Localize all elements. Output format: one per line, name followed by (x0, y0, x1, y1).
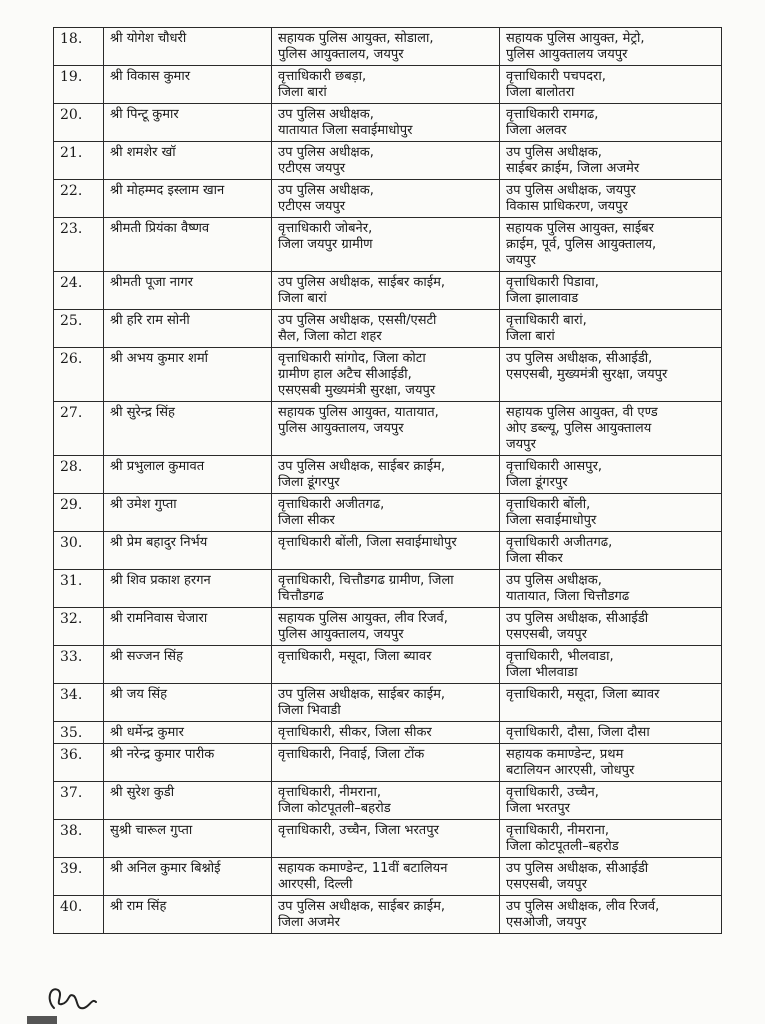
current-posting-line: वृत्ताधिकारी सांगोद, जिला कोटा (278, 351, 426, 366)
table-row (54, 532, 722, 570)
current-posting (272, 532, 500, 570)
serial-number: 24. (54, 272, 104, 310)
current-posting (272, 180, 500, 218)
new-posting (500, 782, 722, 820)
current-posting-line: वृत्ताधिकारी बोंली, जिला सवाईमाधोपुर (278, 535, 457, 550)
officer-name: श्री हरि राम सोनी (104, 310, 272, 348)
serial-number: 38. (54, 820, 104, 858)
new-posting-line: एसएसबी, जयपुर (506, 627, 587, 642)
current-posting-line: सहायक पुलिस आयुक्त, यातायात, (278, 405, 439, 420)
new-posting-line: उप पुलिस अधीक्षक, सीआईडी (506, 611, 649, 626)
serial-number: 18. (54, 28, 104, 66)
current-posting-line: पुलिस आयुक्तालय, जयपुर (278, 421, 404, 436)
new-posting (500, 494, 722, 532)
new-posting-line: यातायात, जिला चित्तौडगढ (506, 589, 630, 604)
new-posting-line: सहायक पुलिस आयुक्त, वी एण्ड (506, 405, 658, 420)
current-posting (272, 896, 500, 934)
new-posting (500, 684, 722, 722)
new-posting (500, 722, 722, 744)
new-posting (500, 218, 722, 272)
current-posting-line: उप पुलिस अधीक्षक, (278, 183, 374, 198)
current-posting-line: आरएसी, दिल्ली (278, 877, 353, 892)
new-posting-line: एसओजी, जयपुर (506, 915, 587, 930)
table-row (54, 402, 722, 456)
current-posting-line: जिला बारां (278, 85, 327, 100)
table-row (54, 218, 722, 272)
officer-name: श्री नरेन्द्र कुमार पारीक (104, 744, 272, 782)
new-posting-line: जिला भीलवाडा (506, 665, 578, 680)
new-posting-line: जिला बालोतरा (506, 85, 575, 100)
new-posting-line: बटालियन आरएसी, जोधपुर (506, 763, 635, 778)
table-row (54, 180, 722, 218)
new-posting (500, 66, 722, 104)
new-posting-line: वृत्ताधिकारी पचपदरा, (506, 69, 606, 84)
officer-name: श्री विकास कुमार (104, 66, 272, 104)
table-row (54, 744, 722, 782)
current-posting-line: जिला सीकर (278, 513, 335, 528)
current-posting-line: उप पुलिस अधीक्षक, (278, 107, 374, 122)
new-posting-line: वृत्ताधिकारी, दौसा, जिला दौसा (506, 725, 650, 740)
table-row (54, 272, 722, 310)
new-posting-line: क्राईम, पूर्व, पुलिस आयुक्तालय, (506, 237, 657, 252)
new-posting-line: उप पुलिस अधीक्षक, (506, 573, 602, 588)
current-posting (272, 142, 500, 180)
current-posting-line: एटीएस जयपुर (278, 161, 346, 176)
new-posting-line: वृत्ताधिकारी बारां, (506, 313, 587, 328)
current-posting-line: जिला डूंगरपुर (278, 475, 340, 490)
current-posting-line: वृत्ताधिकारी जोबनेर, (278, 221, 373, 236)
current-posting-line: उप पुलिस अधीक्षक, साईबर काईम, (278, 275, 446, 290)
officer-name: श्री प्रेम बहादुर निर्भय (104, 532, 272, 570)
current-posting-line: उप पुलिस अधीक्षक, (278, 145, 374, 160)
new-posting (500, 820, 722, 858)
current-posting (272, 348, 500, 402)
serial-number: 40. (54, 896, 104, 934)
new-posting-line: वृत्ताधिकारी आसपुर, (506, 459, 603, 474)
current-posting-line: उप पुलिस अधीक्षक, साईबर क्राईम, (278, 459, 446, 474)
new-posting-line: उप पुलिस अधीक्षक, (506, 145, 602, 160)
serial-number: 28. (54, 456, 104, 494)
officer-name: सुश्री चारूल गुप्ता (104, 820, 272, 858)
new-posting-line: जिला बारां (506, 329, 555, 344)
serial-number: 35. (54, 722, 104, 744)
new-posting-line: जिला भरतपुर (506, 801, 570, 816)
signature-mark (40, 978, 100, 1018)
serial-number: 39. (54, 858, 104, 896)
current-posting-line: वृत्ताधिकारी अजीतगढ, (278, 497, 385, 512)
serial-number: 23. (54, 218, 104, 272)
officer-name: श्री शमशेर खॉ (104, 142, 272, 180)
new-posting-line: जिला सीकर (506, 551, 563, 566)
officer-name: श्री रामनिवास चेजारा (104, 608, 272, 646)
current-posting (272, 310, 500, 348)
officer-name: श्री सज्जन सिंह (104, 646, 272, 684)
new-posting-line: जिला डूंगरपुर (506, 475, 568, 490)
table-row (54, 310, 722, 348)
table-row (54, 142, 722, 180)
new-posting-line: उप पुलिस अधीक्षक, सीआईडी (506, 861, 649, 876)
table-row (54, 456, 722, 494)
serial-number: 25. (54, 310, 104, 348)
officer-name: श्री जय सिंह (104, 684, 272, 722)
table-row (54, 782, 722, 820)
new-posting-line: उप पुलिस अधीक्षक, लीव रिजर्व, (506, 899, 660, 914)
current-posting (272, 272, 500, 310)
serial-number: 19. (54, 66, 104, 104)
new-posting-line: वृत्ताधिकारी रामगढ, (506, 107, 599, 122)
current-posting-line: वृत्ताधिकारी, उच्चैन, जिला भरतपुर (278, 823, 439, 838)
new-posting-line: उप पुलिस अधीक्षक, सीआईडी, (506, 351, 653, 366)
officer-name: श्री पिन्टू कुमार (104, 104, 272, 142)
table-row (54, 348, 722, 402)
current-posting-line: सैल, जिला कोटा शहर (278, 329, 382, 344)
new-posting-line: वृत्ताधिकारी, मसूदा, जिला ब्यावर (506, 687, 660, 702)
new-posting (500, 744, 722, 782)
new-posting-line: जिला अलवर (506, 123, 567, 138)
current-posting (272, 104, 500, 142)
new-posting-line: सहायक कमाण्डेन्ट, प्रथम (506, 747, 624, 762)
serial-number: 31. (54, 570, 104, 608)
officer-name: श्री शिव प्रकाश हरगन (104, 570, 272, 608)
table-row (54, 608, 722, 646)
new-posting-line: जयपुर (506, 437, 536, 452)
current-posting-line: पुलिस आयुक्तालय, जयपुर (278, 627, 404, 642)
current-posting (272, 570, 500, 608)
current-posting-line: वृत्ताधिकारी छबड़ा, (278, 69, 367, 84)
new-posting (500, 104, 722, 142)
officer-name: श्रीमती पूजा नागर (104, 272, 272, 310)
new-posting-line: वृत्ताधिकारी, भीलवाडा, (506, 649, 614, 664)
officer-name: श्री अनिल कुमार बिश्नोई (104, 858, 272, 896)
new-posting-line: जयपुर (506, 253, 536, 268)
current-posting-line: उप पुलिस अधीक्षक, एससी/एसटी (278, 313, 437, 328)
current-posting-line: यातायात जिला सवाईमाधोपुर (278, 123, 413, 138)
current-posting-line: जिला कोटपूतली–बहरोड (278, 801, 391, 816)
officer-name: श्रीमती प्रियंका वैष्णव (104, 218, 272, 272)
serial-number: 27. (54, 402, 104, 456)
transfer-table-body (54, 28, 722, 934)
current-posting (272, 66, 500, 104)
new-posting-line: वृत्ताधिकारी अजीतगढ, (506, 535, 613, 550)
new-posting (500, 646, 722, 684)
officer-name: श्री योगेश चौधरी (104, 28, 272, 66)
new-posting-line: वृत्ताधिकारी बोंली, (506, 497, 591, 512)
current-posting-line: सहायक पुलिस आयुक्त, सोडाला, (278, 31, 434, 46)
table-row (54, 570, 722, 608)
current-posting (272, 722, 500, 744)
officer-name: श्री सुरेश कुडी (104, 782, 272, 820)
new-posting-line: विकास प्राधिकरण, जयपुर (506, 199, 628, 214)
new-posting (500, 570, 722, 608)
new-posting (500, 180, 722, 218)
table-row (54, 28, 722, 66)
new-posting (500, 348, 722, 402)
new-posting (500, 28, 722, 66)
current-posting-line: जिला बारां (278, 291, 327, 306)
new-posting-line: वृत्ताधिकारी पिडावा, (506, 275, 599, 290)
table-row (54, 66, 722, 104)
officer-name: श्री धर्मेन्द्र कुमार (104, 722, 272, 744)
current-posting-line: चित्तौडगढ (278, 589, 324, 604)
table-row (54, 104, 722, 142)
current-posting-line: जिला जयपुर ग्रामीण (278, 237, 373, 252)
new-posting-line: उप पुलिस अधीक्षक, जयपुर (506, 183, 636, 198)
scan-corner-mark (27, 1016, 57, 1024)
new-posting-line: एसएसबी, मुख्यमंत्री सुरक्षा, जयपुर (506, 367, 668, 382)
current-posting-line: वृत्ताधिकारी, सीकर, जिला सीकर (278, 725, 432, 740)
current-posting (272, 820, 500, 858)
current-posting-line: उप पुलिस अधीक्षक, साईबर काईम, (278, 687, 446, 702)
current-posting-line: पुलिस आयुक्तालय, जयपुर (278, 47, 404, 62)
new-posting-line: जिला झालावाड (506, 291, 579, 306)
current-posting-line: वृत्ताधिकारी, नीमराना, (278, 785, 381, 800)
table-row (54, 896, 722, 934)
current-posting-line: वृत्ताधिकारी, मसूदा, जिला ब्यावर (278, 649, 432, 664)
officer-name: श्री अभय कुमार शर्मा (104, 348, 272, 402)
current-posting (272, 684, 500, 722)
current-posting-line: सहायक कमाण्डेन्ट, 11वीं बटालियन (278, 861, 448, 876)
current-posting-line: एटीएस जयपुर (278, 199, 346, 214)
new-posting-line: पुलिस आयुक्तालय जयपुर (506, 47, 628, 62)
transfer-table (53, 27, 722, 934)
officer-name: श्री प्रभुलाल कुमावत (104, 456, 272, 494)
new-posting (500, 532, 722, 570)
serial-number: 29. (54, 494, 104, 532)
new-posting (500, 858, 722, 896)
table-row (54, 722, 722, 744)
serial-number: 32. (54, 608, 104, 646)
new-posting (500, 896, 722, 934)
current-posting-line: जिला भिवाडी (278, 703, 341, 718)
current-posting (272, 782, 500, 820)
current-posting (272, 28, 500, 66)
officer-name: श्री मोहम्मद इस्लाम खान (104, 180, 272, 218)
new-posting-line: ओए डब्ल्यू, पुलिस आयुक्तालय (506, 421, 652, 436)
table-row (54, 820, 722, 858)
serial-number: 22. (54, 180, 104, 218)
current-posting (272, 218, 500, 272)
current-posting (272, 744, 500, 782)
serial-number: 21. (54, 142, 104, 180)
current-posting-line: उप पुलिस अधीक्षक, साईबर क्राईम, (278, 899, 446, 914)
current-posting (272, 646, 500, 684)
current-posting (272, 858, 500, 896)
table-row (54, 684, 722, 722)
new-posting-line: सहायक पुलिस आयुक्त, मेट्रो, (506, 31, 645, 46)
current-posting-line: एसएसबी मुख्यमंत्री सुरक्षा, जयपुर (278, 383, 436, 398)
new-posting (500, 456, 722, 494)
current-posting-line: वृत्ताधिकारी, चित्तौडगढ ग्रामीण, जिला (278, 573, 454, 588)
serial-number: 33. (54, 646, 104, 684)
current-posting (272, 608, 500, 646)
table-row (54, 646, 722, 684)
new-posting-line: वृत्ताधिकारी, नीमराना, (506, 823, 609, 838)
new-posting-line: जिला कोटपूतली–बहरोड (506, 839, 619, 854)
new-posting-line: वृत्ताधिकारी, उच्चैन, (506, 785, 599, 800)
new-posting (500, 142, 722, 180)
current-posting (272, 494, 500, 532)
new-posting-line: एसएसबी, जयपुर (506, 877, 587, 892)
current-posting (272, 456, 500, 494)
serial-number: 20. (54, 104, 104, 142)
serial-number: 36. (54, 744, 104, 782)
serial-number: 30. (54, 532, 104, 570)
serial-number: 34. (54, 684, 104, 722)
new-posting-line: जिला सवाईमाधोपुर (506, 513, 597, 528)
new-posting (500, 310, 722, 348)
table-row (54, 858, 722, 896)
new-posting (500, 608, 722, 646)
current-posting (272, 402, 500, 456)
officer-name: श्री राम सिंह (104, 896, 272, 934)
current-posting-line: वृत्ताधिकारी, निवाई, जिला टोंक (278, 747, 425, 762)
new-posting (500, 402, 722, 456)
officer-name: श्री सुरेन्द्र सिंह (104, 402, 272, 456)
new-posting-line: साईबर क्राईम, जिला अजमेर (506, 161, 640, 176)
officer-name: श्री उमेश गुप्ता (104, 494, 272, 532)
serial-number: 26. (54, 348, 104, 402)
current-posting-line: ग्रामीण हाल अटैच सीआईडी, (278, 367, 412, 382)
new-posting-line: सहायक पुलिस आयुक्त, साईबर (506, 221, 654, 236)
current-posting-line: जिला अजमेर (278, 915, 340, 930)
current-posting-line: सहायक पुलिस आयुक्त, लीव रिजर्व, (278, 611, 448, 626)
new-posting (500, 272, 722, 310)
table-row (54, 494, 722, 532)
serial-number: 37. (54, 782, 104, 820)
